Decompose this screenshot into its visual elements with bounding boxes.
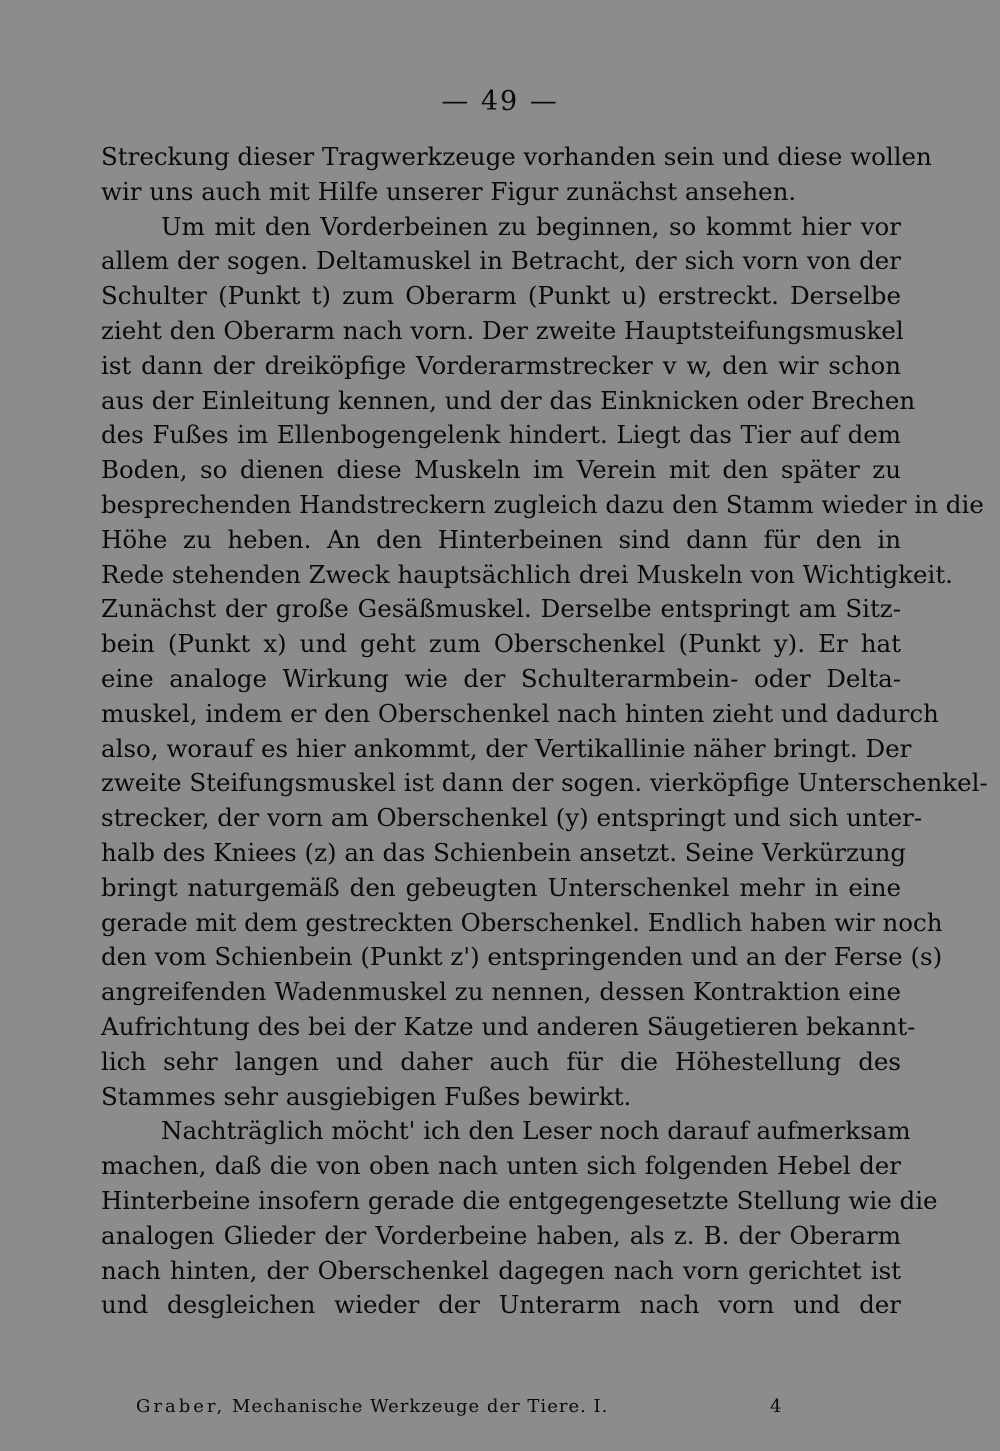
text-line: des Fußes im Ellenbogengelenk hindert. Liegt das Tier auf dem: [101, 420, 901, 450]
text-line: Zunächst der große Gesäßmuskel. Derselbe entspringt am Sitz-: [101, 594, 901, 624]
text-line: ist dann der dreiköpfige Vorderarmstrecker v w, den wir schon: [101, 350, 901, 380]
text-line: lich sehr langen und daher auch für die Höhestellung des: [101, 1046, 901, 1076]
text-line: Rede stehenden Zweck hauptsächlich drei Muskeln von Wichtigkeit.: [101, 559, 953, 589]
footer-author: Graber,: [136, 1396, 226, 1417]
text-line: zieht den Oberarm nach vorn. Der zweite Hauptsteifungsmuskel: [101, 315, 904, 345]
text-line: Um mit den Vorderbeinen zu beginnen, so kommt hier vor: [161, 211, 901, 241]
footer-signature: 4: [770, 1396, 783, 1417]
text-line: Schulter (Punkt t) zum Oberarm (Punkt u) erstreckt. Derselbe: [101, 281, 901, 311]
text-line: Hinterbeine insofern gerade die entgegengesetzte Stellung wie die: [101, 1185, 938, 1215]
text-line: den vom Schienbein (Punkt z') entspringenden und an der Ferse (s): [101, 942, 943, 972]
text-line: halb des Kniees (z) an das Schienbein ansetzt. Seine Verkürzung: [101, 837, 907, 867]
text-line: angreifenden Wadenmuskel zu nennen, dessen Kontraktion eine: [101, 977, 901, 1007]
text-line: Höhe zu heben. An den Hinterbeinen sind dann für den in: [101, 524, 901, 554]
page-number: — 49 —: [441, 86, 559, 117]
text-line: analogen Glieder der Vorderbeine haben, als z. B. der Oberarm: [101, 1220, 901, 1250]
text-line: allem der sogen. Deltamuskel in Betracht, der sich vorn von der: [101, 246, 901, 276]
text-line: Nachträglich möcht' ich den Leser noch darauf aufmerksam: [161, 1116, 911, 1146]
text-line: also, worauf es hier ankommt, der Vertikallinie näher bringt. Der: [101, 733, 912, 763]
text-line: und desgleichen wieder der Unterarm nach vorn und der: [101, 1290, 901, 1320]
text-line: machen, daß die von oben nach unten sich folgenden Hebel der: [101, 1151, 901, 1181]
text-line: aus der Einleitung kennen, und der das Einknicken oder Brechen: [101, 385, 916, 415]
text-line: eine analoge Wirkung wie der Schulterarmbein- oder Delta-: [101, 663, 901, 693]
text-line: Aufrichtung des bei der Katze und anderen Säugetieren bekannt-: [101, 1011, 916, 1041]
text-line: strecker, der vorn am Oberschenkel (y) entspringt und sich unter-: [101, 803, 923, 833]
text-line: bringt naturgemäß den gebeugten Unterschenkel mehr in eine: [101, 872, 901, 902]
text-line: Streckung dieser Tragwerkzeuge vorhanden sein und diese wollen: [101, 142, 932, 171]
text-line: Boden, so dienen diese Muskeln im Verein mit den später zu: [101, 455, 901, 485]
text-line: muskel, indem er den Oberschenkel nach hinten zieht und dadurch: [101, 698, 939, 728]
text-line: Stammes sehr ausgiebigen Fußes bewirkt.: [101, 1081, 632, 1111]
footer-title: Mechanische Werkzeuge der Tiere. I.: [231, 1396, 609, 1417]
text-line: bein (Punkt x) und geht zum Oberschenkel (Punkt y). Er hat: [101, 629, 901, 659]
text-line: wir uns auch mit Hilfe unserer Figur zunächst ansehen.: [101, 176, 797, 206]
text-line: gerade mit dem gestreckten Oberschenkel. Endlich haben wir noch: [101, 907, 943, 937]
text-line: besprechenden Handstreckern zugleich dazu den Stamm wieder in die: [101, 489, 984, 519]
text-line: nach hinten, der Oberschenkel dagegen nach vorn gerichtet ist: [101, 1255, 901, 1285]
text-line: zweite Steifungsmuskel ist dann der sogen. vierköpfige Unterschenkel-: [101, 768, 988, 798]
page-footer: [136, 1396, 783, 1417]
body-text: [101, 140, 988, 1323]
